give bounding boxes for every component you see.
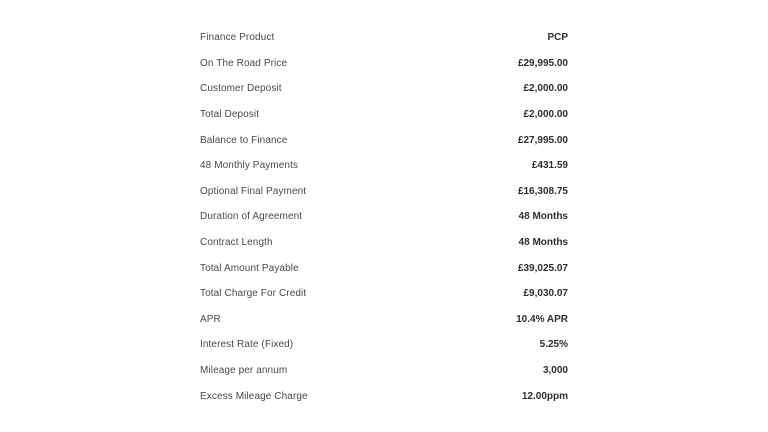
row-monthly-payments [200, 153, 568, 179]
row-label: On The Road Price [200, 57, 288, 69]
row-label: Interest Rate (Fixed) [200, 339, 294, 351]
row-value: £16,308.75 [517, 185, 568, 197]
row-total-deposit [200, 102, 568, 128]
row-label: Finance Product [200, 32, 275, 44]
row-label: Customer Deposit [200, 83, 282, 95]
row-duration-of-agreement [200, 204, 568, 230]
row-label: APR [200, 313, 221, 325]
row-value: 3,000 [542, 365, 568, 377]
row-value: £2,000.00 [523, 83, 568, 95]
row-customer-deposit [200, 76, 568, 102]
row-label: Mileage per annum [200, 365, 288, 377]
row-value: PCP [547, 32, 568, 44]
row-value: £2,000.00 [523, 109, 568, 121]
row-finance-product [200, 25, 568, 51]
row-label: 48 Monthly Payments [200, 160, 299, 172]
row-value: 10.4% APR [516, 313, 568, 325]
row-label: Excess Mileage Charge [200, 390, 308, 402]
row-label: Optional Final Payment [200, 185, 307, 197]
row-balance-to-finance [200, 127, 568, 153]
row-label: Total Amount Payable [200, 262, 299, 274]
row-label: Duration of Agreement [200, 211, 303, 223]
row-total-amount-payable [200, 255, 568, 281]
row-value: 12.00ppm [521, 390, 568, 402]
row-apr [200, 307, 568, 333]
row-value: £431.59 [531, 160, 568, 172]
row-value: 5.25% [539, 339, 568, 351]
row-value: 48 Months [518, 211, 568, 223]
row-on-the-road-price [200, 51, 568, 77]
row-interest-rate [200, 332, 568, 358]
finance-summary-table [200, 25, 568, 409]
row-label: Contract Length [200, 237, 273, 249]
row-value: 48 Months [518, 237, 568, 249]
row-contract-length [200, 230, 568, 256]
row-value: £9,030.07 [523, 288, 568, 300]
row-value: £27,995.00 [517, 134, 568, 146]
row-label: Total Deposit [200, 109, 260, 121]
row-total-charge-for-credit [200, 281, 568, 307]
row-label: Total Charge For Credit [200, 288, 307, 300]
row-value: £29,995.00 [517, 57, 568, 69]
row-optional-final-payment [200, 179, 568, 205]
row-excess-mileage-charge [200, 383, 568, 409]
row-value: £39,025.07 [517, 262, 568, 274]
row-label: Balance to Finance [200, 134, 288, 146]
row-mileage-per-annum [200, 358, 568, 384]
